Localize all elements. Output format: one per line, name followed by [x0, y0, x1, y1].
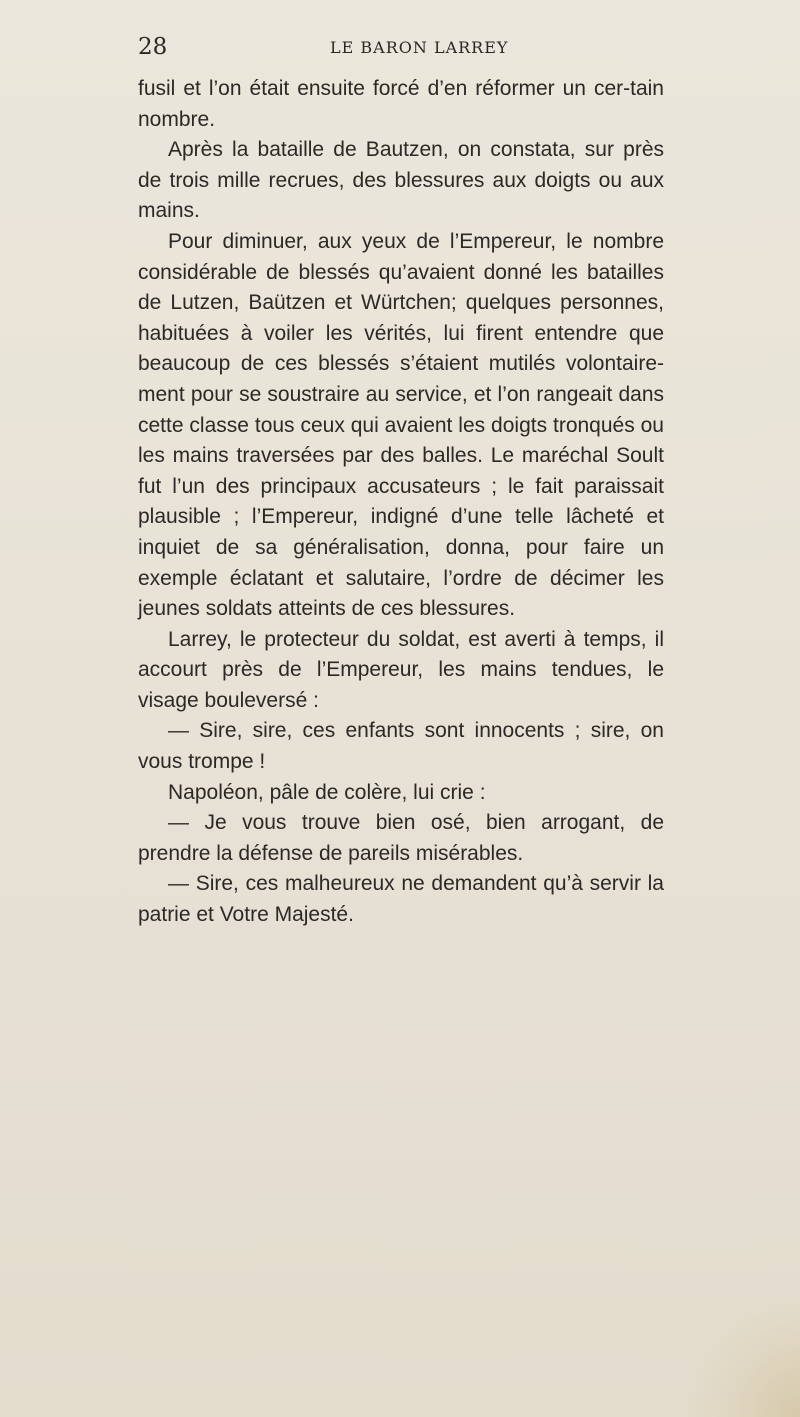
dialogue-line: — Je vous trouve bien osé, bien arrogant, de prendre la défense de pareils misérables. [138, 811, 664, 865]
running-head: LE BARON LARREY [330, 38, 509, 57]
paragraph: fusil et l’on était ensuite forcé d’en réformer un cer-tain nombre. [138, 77, 664, 131]
paper-stain [690, 1297, 800, 1417]
body-text [138, 74, 664, 931]
paragraph: Pour diminuer, aux yeux de l’Empereur, le nombre considérable de blessés qu’avaient donné les batailles de Lutzen, Baützen et Würtchen; quelques personnes, habituées à voiler les vérités, lui firent entendre que beaucoup de ces blessés s’étaient mutilés volontaire-ment pour se soustraire au service, et l’on rangeait dans cette classe tous ceux qui avaient les doigts tronqués ou les mains traversées par des balles. Le maréchal Soult fut l’un des principaux accusateurs ; le fait paraissait plausible ; l’Empereur, indigné d’une telle lâcheté et inquiet de sa généralisation, donna, pour faire un exemple éclatant et salutaire, l’ordre de décimer les jeunes soldats atteints de ces blessures. [138, 229, 664, 621]
paragraph: Napoléon, pâle de colère, lui crie : [168, 780, 486, 804]
paragraph: Après la bataille de Bautzen, on constata, sur près de trois mille recrues, des blessures aux doigts ou aux mains. [138, 138, 664, 223]
dialogue-line: — Sire, ces malheureux ne demandent qu’à servir la patrie et Votre Majesté. [138, 872, 664, 927]
page-number: 28 [138, 34, 168, 60]
dialogue-line: — Sire, sire, ces enfants sont innocents ; sire, on vous trompe ! [138, 719, 664, 774]
page-header [0, 34, 800, 64]
paragraph: Larrey, le protecteur du soldat, est averti à temps, il accourt près de l’Empereur, les mains tendues, le visage bouleversé : [138, 627, 664, 712]
